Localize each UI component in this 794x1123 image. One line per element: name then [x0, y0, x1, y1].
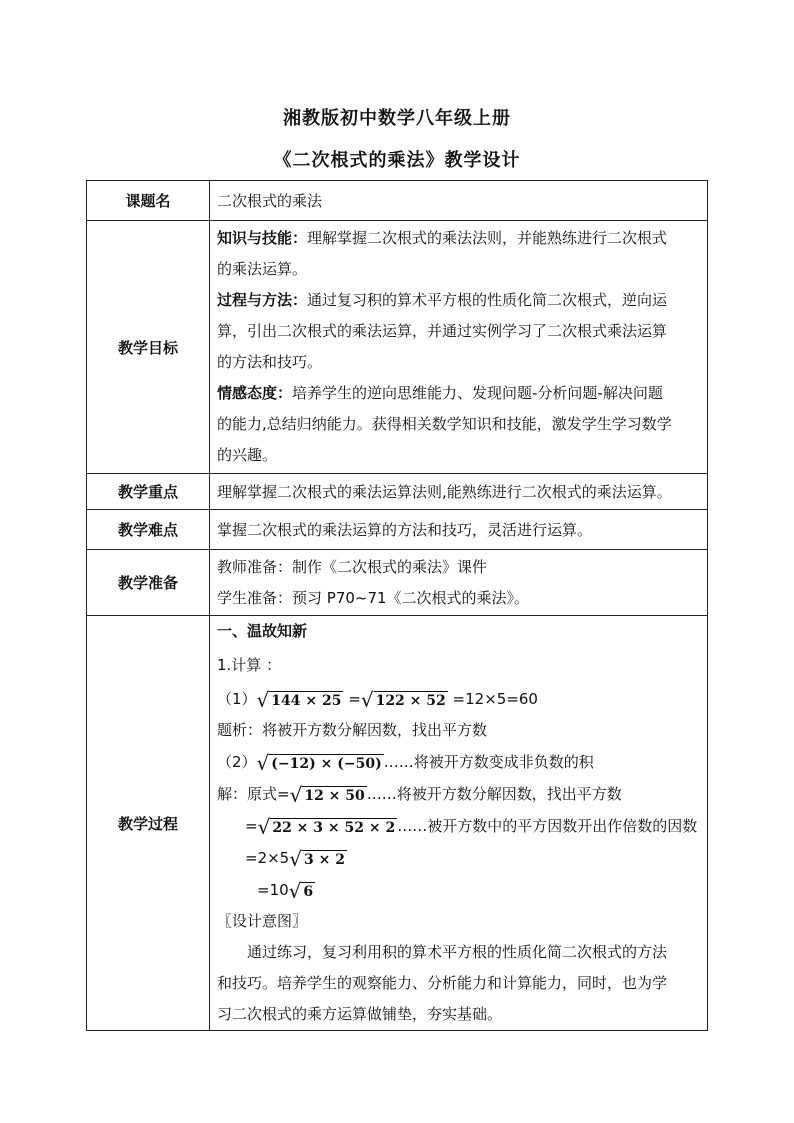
sqrt-expression: √ 12 × 50	[289, 783, 365, 807]
goals-label: 教学目标	[87, 221, 210, 474]
solution-note-1: ……将被开方数分解因数，找出平方数	[366, 785, 622, 803]
prep-label: 教学准备	[87, 550, 210, 616]
table-row	[87, 616, 708, 1031]
student-prep: 学生准备：预习 P70~71《二次根式的乘法》。	[217, 588, 530, 607]
example-2-note: ……将被开方数变成非负数的积	[383, 753, 594, 771]
difficulty-label: 教学难点	[87, 510, 210, 550]
solution-step-4	[217, 874, 700, 906]
radicand: (−12) × (−50)	[271, 755, 382, 772]
example-1-result: =12×5=60	[447, 690, 538, 708]
knowledge-heading: 知识与技能：	[217, 229, 308, 247]
table-row	[87, 550, 708, 616]
key-point-label: 教学重点	[87, 474, 210, 510]
example-2	[217, 746, 700, 778]
table-row	[87, 510, 708, 550]
hint-1: 题析：将被开方数分解因数，找出平方数	[217, 721, 488, 739]
document-title: 湘教版初中数学八年级上册	[283, 108, 511, 129]
equals-sign: =	[343, 690, 361, 708]
sqrt-expression: √ (−12) × (−50)	[256, 751, 382, 775]
radicand: 6	[303, 883, 314, 900]
sqrt-expression: √ 6	[288, 879, 314, 903]
radicand: 3 × 2	[303, 851, 345, 868]
topic-content: 二次根式的乘法	[210, 181, 708, 221]
design-heading: 〖设计意图〗	[217, 912, 308, 930]
process-text-2: 算，引出二次根式的乘法运算，并通过实例学习了二次根式乘法运算	[217, 322, 668, 340]
emotion-heading: 情感态度：	[217, 384, 293, 402]
sqrt-expression: √ 3 × 2	[289, 847, 345, 871]
example-1-prefix: （1）	[217, 690, 257, 708]
sqrt-expression: √ 144 × 25	[256, 688, 342, 712]
solution-note-2: ……被开方数中的平方因数开出作倍数的因数	[397, 817, 698, 835]
solution-step-3	[217, 842, 700, 874]
emotion-text-2: 的能力,总结归纳能力。获得相关数学知识和技能，激发学生学习数学	[217, 415, 672, 433]
emotion-text-3: 的兴趣。	[217, 446, 278, 464]
example-2-prefix: （2）	[217, 753, 257, 771]
knowledge-text-2: 的乘法运算。	[217, 260, 308, 278]
key-point-content: 理解掌握二次根式的乘法运算法则,能熟练进行二次根式的乘法运算。	[210, 474, 708, 510]
step-3-prefix: =2×5	[245, 849, 290, 867]
emotion-text-1: 培养学生的逆向思维能力、发现问题-分析问题-解决问题	[292, 384, 663, 402]
lesson-plan-table	[86, 180, 708, 1031]
solution-prefix: 解：原式=	[217, 785, 290, 803]
goals-content	[210, 221, 708, 474]
sqrt-expression: √ 122 × 52	[360, 688, 446, 712]
section-heading: 一、温故知新	[217, 622, 308, 640]
topic-label: 课题名	[87, 181, 210, 221]
design-text-3: 习二次根式的乘方运算做铺垫，夯实基础。	[217, 1005, 503, 1023]
example-1	[217, 683, 700, 715]
process-text-3: 的方法和技巧。	[217, 353, 323, 371]
solution-step-1	[217, 778, 700, 810]
step-2-prefix: =	[245, 817, 258, 835]
radicand: 22 × 3 × 52 × 2	[272, 819, 396, 836]
item-1: 1.计算 ：	[217, 656, 282, 674]
document-subtitle: 《二次根式的乘法》教学设计	[273, 150, 521, 171]
sqrt-expression: √ 22 × 3 × 52 × 2	[257, 815, 396, 839]
prep-content	[210, 550, 708, 616]
radicand: 144 × 25	[271, 692, 342, 709]
process-content	[210, 616, 708, 1031]
radicand: 12 × 50	[304, 787, 365, 804]
process-label: 教学过程	[87, 616, 210, 1031]
process-text-1: 通过复习积的算术平方根的性质化简二次根式，逆向运	[307, 291, 668, 309]
solution-step-2	[217, 810, 700, 842]
radicand: 122 × 52	[375, 692, 446, 709]
knowledge-text-1: 理解掌握二次根式的乘法法则，并能熟练进行二次根式	[307, 229, 668, 247]
process-heading: 过程与方法：	[217, 291, 308, 309]
difficulty-content: 掌握二次根式的乘法运算的方法和技巧，灵活进行运算。	[210, 510, 708, 550]
design-text-2: 和技巧。培养学生的观察能力、分析能力和计算能力，同时，也为学	[217, 974, 668, 992]
table-row	[87, 221, 708, 474]
table-row	[87, 474, 708, 510]
design-text-1: 通过练习，复习利用积的算术平方根的性质化简二次根式的方法	[247, 943, 668, 961]
table-row	[87, 181, 708, 221]
step-4-prefix: =10	[257, 881, 289, 899]
teacher-prep: 教师准备：制作《二次根式的乘法》课件	[217, 557, 488, 576]
